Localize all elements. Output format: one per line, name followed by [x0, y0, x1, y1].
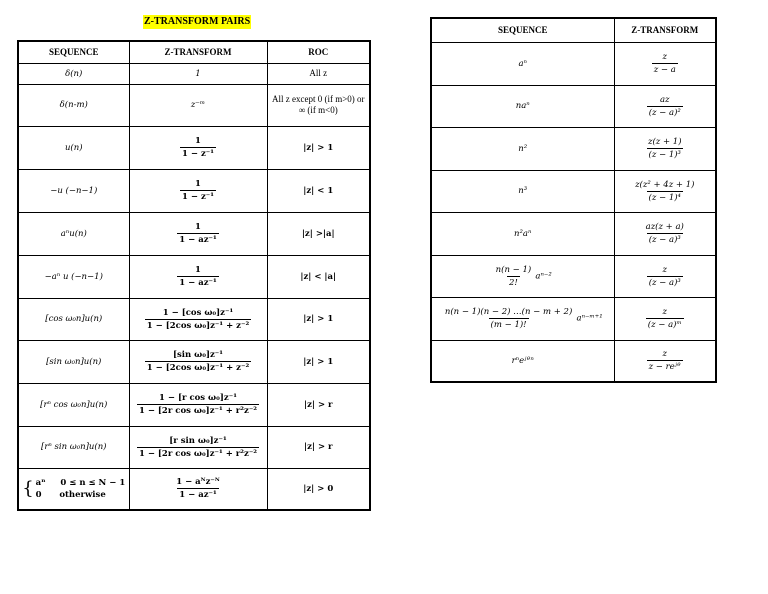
numerator: 1 − [cos ω₀]z⁻¹ — [162, 307, 234, 318]
table-row — [431, 340, 716, 382]
transform-cell — [614, 340, 716, 382]
table-row — [18, 340, 370, 383]
sequence-cell: [cos ω₀n]u(n) — [18, 298, 129, 340]
transform-cell — [129, 426, 267, 468]
table-row — [18, 383, 370, 426]
denominator: 1 − [2cos ω₀]z⁻¹ + z⁻² — [146, 363, 250, 373]
roc-cell: All z except 0 (if m>0) or ∞ (if m<0) — [267, 84, 370, 126]
piecewise-line: 0 otherwise — [35, 489, 106, 500]
roc-cell: |z| >|a| — [267, 212, 370, 255]
sequence-tail: aⁿ⁻ᵐ⁺¹ — [576, 313, 603, 324]
sequence-cell: n²aⁿ — [431, 212, 614, 255]
transform-cell — [129, 255, 267, 298]
transform-cell — [614, 85, 716, 127]
sequence-fraction — [494, 265, 534, 288]
table-row — [18, 169, 370, 212]
piecewise-sequence — [22, 477, 125, 501]
denominator: 1 − z⁻¹ — [182, 149, 214, 159]
numerator: 1 — [195, 179, 201, 189]
table-row — [18, 212, 370, 255]
transform-cell — [614, 297, 716, 340]
denominator: 1 − [2r cos ω₀]z⁻¹ + r²z⁻² — [138, 448, 258, 459]
transform-cell — [614, 212, 716, 255]
numerator: 1 − [r cos ω₀]z⁻¹ — [159, 393, 237, 403]
denominator: 1 − az⁻¹ — [179, 278, 217, 288]
transform-cell — [129, 383, 267, 426]
sequence-cell: δ(n-m) — [18, 84, 129, 126]
table-header-row — [18, 41, 370, 63]
transform-cell — [129, 340, 267, 383]
header-roc: ROC — [267, 41, 370, 63]
sequence-cell: aⁿ — [431, 42, 614, 85]
fraction — [145, 350, 251, 373]
transform-cell — [129, 169, 267, 212]
table-row — [431, 85, 716, 127]
header-z-transform: Z-TRANSFORM — [614, 18, 716, 42]
table-row — [431, 42, 716, 85]
sequence-cell: rⁿeʲᶿⁿ — [431, 340, 614, 382]
sequence-cell — [18, 468, 129, 510]
denominator: (m − 1)! — [490, 320, 527, 330]
numerator: az — [659, 94, 670, 105]
table-row — [18, 84, 370, 126]
denominator: (z − 1)⁴ — [648, 192, 681, 203]
sequence-cell — [431, 255, 614, 297]
additional-pairs-table — [430, 17, 717, 383]
sequence-cell: [rⁿ sin ω₀n]u(n) — [18, 426, 129, 468]
roc-cell: All z — [267, 63, 370, 84]
fraction — [644, 222, 686, 245]
sequence-cell: [rⁿ cos ω₀n]u(n) — [18, 383, 129, 426]
numerator: z — [662, 52, 667, 62]
transform-cell — [129, 298, 267, 340]
roc-cell: |z| > 1 — [267, 298, 370, 340]
numerator: z — [662, 307, 667, 317]
table-row — [18, 468, 370, 510]
header-z-transform: Z-TRANSFORM — [129, 41, 267, 63]
table-row — [18, 63, 370, 84]
denominator: (z − a)² — [648, 107, 681, 118]
table-header-row — [431, 18, 716, 42]
left-brace: { — [22, 477, 34, 499]
table-row — [431, 255, 716, 297]
numerator: z(z + 1) — [647, 137, 682, 147]
transform-cell — [129, 468, 267, 510]
denominator: 1 − z⁻¹ — [182, 192, 214, 202]
numerator: 1 — [195, 265, 201, 275]
fraction — [652, 52, 678, 75]
numerator: z — [662, 349, 667, 360]
sequence-cell: δ(n) — [18, 63, 129, 84]
transform-cell — [614, 255, 716, 297]
sequence-tail: aⁿ⁻² — [535, 271, 552, 282]
transform-cell — [614, 42, 716, 85]
fraction — [180, 136, 216, 159]
denominator: z − reʲᶿ — [648, 362, 681, 373]
denominator: 1 − [2cos ω₀]z⁻¹ + z⁻² — [146, 320, 250, 331]
transform-cell — [614, 127, 716, 170]
transform-cell — [614, 170, 716, 212]
page-title: Z-TRANSFORM PAIRS — [144, 16, 251, 27]
table-row — [431, 170, 716, 212]
fraction — [137, 436, 259, 459]
sequence-fraction — [443, 307, 574, 330]
numerator: n(n − 1)(n − 2) …(n − m + 2) — [444, 307, 573, 317]
piecewise-line: aⁿ 0 ≤ n ≤ N − 1 — [35, 477, 126, 488]
denominator: 2! — [509, 277, 518, 288]
numerator: z — [662, 264, 667, 275]
fraction — [647, 95, 683, 118]
denominator: (z − a)³ — [648, 277, 681, 288]
table-row — [18, 426, 370, 468]
denominator: z − a — [653, 65, 676, 75]
numerator: 1 − aᴺz⁻ᴺ — [176, 477, 220, 488]
numerator: 1 — [195, 136, 201, 146]
table-row — [431, 297, 716, 340]
denominator: (z − 1)³ — [648, 150, 681, 160]
fraction — [647, 349, 683, 372]
sequence-cell: −u (−n−1) — [18, 169, 129, 212]
sequence-cell: −aⁿ u (−n−1) — [18, 255, 129, 298]
denominator: (z − a)ᵐ — [647, 320, 682, 330]
roc-cell: |z| < 1 — [267, 169, 370, 212]
fraction — [137, 393, 259, 416]
numerator: [sin ω₀]z⁻¹ — [172, 350, 224, 360]
roc-cell: |z| > 1 — [267, 340, 370, 383]
sequence-cell: n³ — [431, 170, 614, 212]
fraction — [633, 180, 696, 203]
sequence-cell: n² — [431, 127, 614, 170]
denominator: (z − a)³ — [648, 235, 681, 245]
roc-cell: |z| > 0 — [267, 468, 370, 510]
transform-cell: 1 — [129, 63, 267, 84]
sequence-cell: u(n) — [18, 126, 129, 169]
roc-cell: |z| > 1 — [267, 126, 370, 169]
table-row — [18, 255, 370, 298]
table-row — [431, 127, 716, 170]
table-row — [18, 298, 370, 340]
transform-cell: z⁻ᵐ — [129, 84, 267, 126]
piecewise-lines — [36, 477, 126, 501]
roc-cell: |z| < |a| — [267, 255, 370, 298]
fraction — [647, 265, 683, 288]
transform-cell — [129, 126, 267, 169]
numerator: n(n − 1) — [495, 264, 532, 275]
table-row — [431, 212, 716, 255]
fraction — [177, 265, 219, 288]
numerator: 1 — [195, 222, 201, 232]
sequence-cell — [431, 297, 614, 340]
roc-cell: |z| > r — [267, 383, 370, 426]
roc-cell: |z| > r — [267, 426, 370, 468]
sequence-cell: [sin ω₀n]u(n) — [18, 340, 129, 383]
sequence-cell: aⁿu(n) — [18, 212, 129, 255]
fraction — [177, 222, 219, 245]
sequence-cell: naⁿ — [431, 85, 614, 127]
fraction — [180, 179, 216, 202]
header-sequence: SEQUENCE — [431, 18, 614, 42]
table-row — [18, 126, 370, 169]
denominator: 1 − az⁻¹ — [179, 490, 217, 501]
transform-cell — [129, 212, 267, 255]
fraction — [174, 477, 222, 500]
numerator: [r sin ω₀]z⁻¹ — [169, 435, 227, 446]
denominator: 1 − az⁻¹ — [179, 235, 217, 245]
numerator: z(z² + 4z + 1) — [635, 179, 695, 190]
z-transform-pairs-table — [17, 40, 371, 511]
numerator: az(z + a) — [645, 222, 684, 232]
header-sequence: SEQUENCE — [18, 41, 129, 63]
fraction — [646, 137, 684, 160]
fraction — [145, 308, 251, 331]
fraction — [646, 307, 684, 330]
denominator: 1 − [2r cos ω₀]z⁻¹ + r²z⁻² — [138, 406, 258, 416]
